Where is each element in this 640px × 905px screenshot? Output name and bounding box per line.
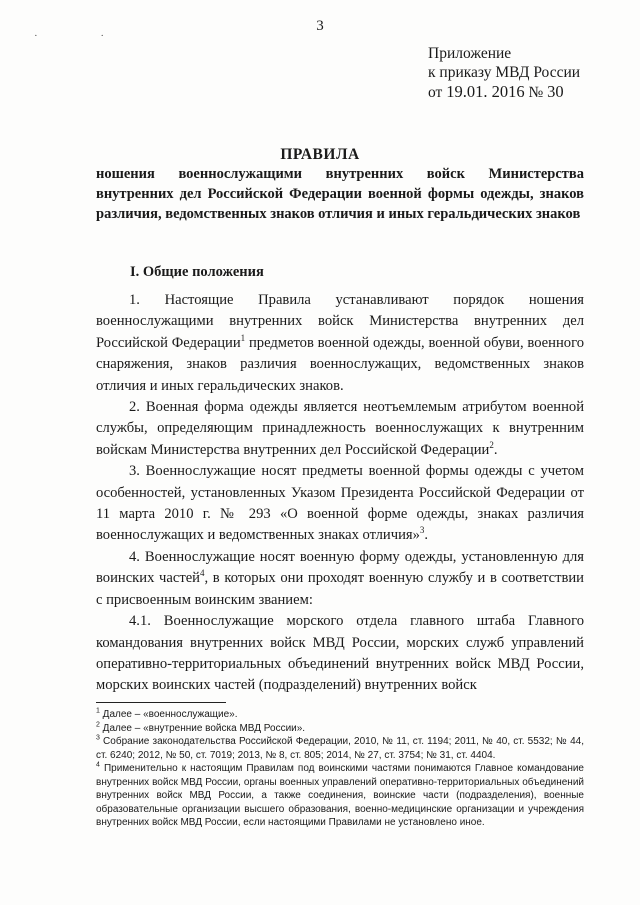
appendix-number-sign: № (528, 84, 544, 101)
paragraph-2: 2. Военная форма одежды является неотъемлемым атрибутом военной службы, определяющим принадлежность военнослужащих к внутренним войскам Министерства внутренних дел Российской Федерации$^2$. (96, 399, 584, 458)
paragraph-4: 4. Военнослужащие носят военную форму одежды, установленную для воинских частей$^4$, в которых они проходят военную службу и в соответствии с присвоенным воинским званием: (96, 548, 584, 608)
appendix-line-3 (428, 82, 580, 102)
section-heading: I. Общие положения (130, 264, 264, 280)
appendix-date: 19.01. 2016 (446, 82, 525, 101)
document-subtitle: ношения военнослужащими внутренних войск Министерства внутренних дел Российской Федерации военной формы одежды, знаков различия, ведомственных знаков отличия и иных геральдических знаков (96, 166, 584, 222)
paragraph-3: 3. Военнослужащие носят предметы военной формы одежды с учетом особенностей, установленных Указом Президента Российской Федерации от 11 марта 2010 г. № 293 «О военной форме одежды, знаках различия военнослужащих и ведомственных знаках отличия»$^3$. (96, 463, 584, 544)
scan-marks: · · (34, 30, 135, 42)
footnote-separator (96, 702, 226, 703)
footnote-4: $^4$ Применительно к настоящим Правилам под воинскими частями понимаются Главное командование внутренних войск МВД России, органы военных управлений оперативно-территориальных объединений внутренних войск МВД России, а также соединения, воинские части (подразделения), военные образовательные организации высшего образования, военно-медицинские организации и учреждения внутренних войск МВД России, если настоящими Правилами не установлено иное. (96, 761, 584, 828)
footnote-ref-1: 1 (240, 332, 246, 343)
footnote-1: $^1$ Далее – «военнослужащие». (96, 707, 238, 720)
footnotes (96, 708, 584, 830)
appendix-block (428, 44, 580, 102)
appendix-number: 30 (547, 82, 564, 101)
appendix-from-label: от (428, 84, 443, 101)
footnote-ref-4: 4 (200, 568, 205, 579)
paragraph-1: 1. Настоящие Правила устанавливают порядок ношения военнослужащими внутренних войск Министерства внутренних дел Российской Федерации$^1$ предметов военной одежды, военной обуви, военного снаряжения, знаков различия военнослужащих, ведомственных знаков отличия и иных геральдических знаков. (96, 292, 584, 394)
footnote-2: $^2$ Далее – «внутренние войска МВД России». (96, 721, 306, 734)
document-body (96, 290, 584, 697)
page-number: 3 (316, 18, 324, 34)
footnote-ref-3: 3 (419, 525, 425, 536)
appendix-line-1: Приложение (428, 45, 512, 62)
paragraph-4-1: 4.1. Военнослужащие морского отдела главного штаба Главного командования внутренних войск МВД России, морских служб управлений оперативно-территориальных объединений внутренних войск МВД России, морских воинских частей (подразделений) внутренних войск (96, 613, 584, 694)
document-title: ПРАВИЛА (280, 146, 360, 163)
appendix-line-2: к приказу МВД России (428, 64, 581, 81)
footnote-3: $^3$ Собрание законодательства Российской Федерации, 2010, № 11, ст. 1194; 2011, № 40, ст. 5532; № 44, ст. 6240; 2012, № 50, ст. 7019; 2013, № 8, ст. 805; 2014, № 27, ст. 3754; № 31, ст. 4404. (96, 734, 584, 761)
footnote-ref-2: 2 (489, 439, 494, 450)
